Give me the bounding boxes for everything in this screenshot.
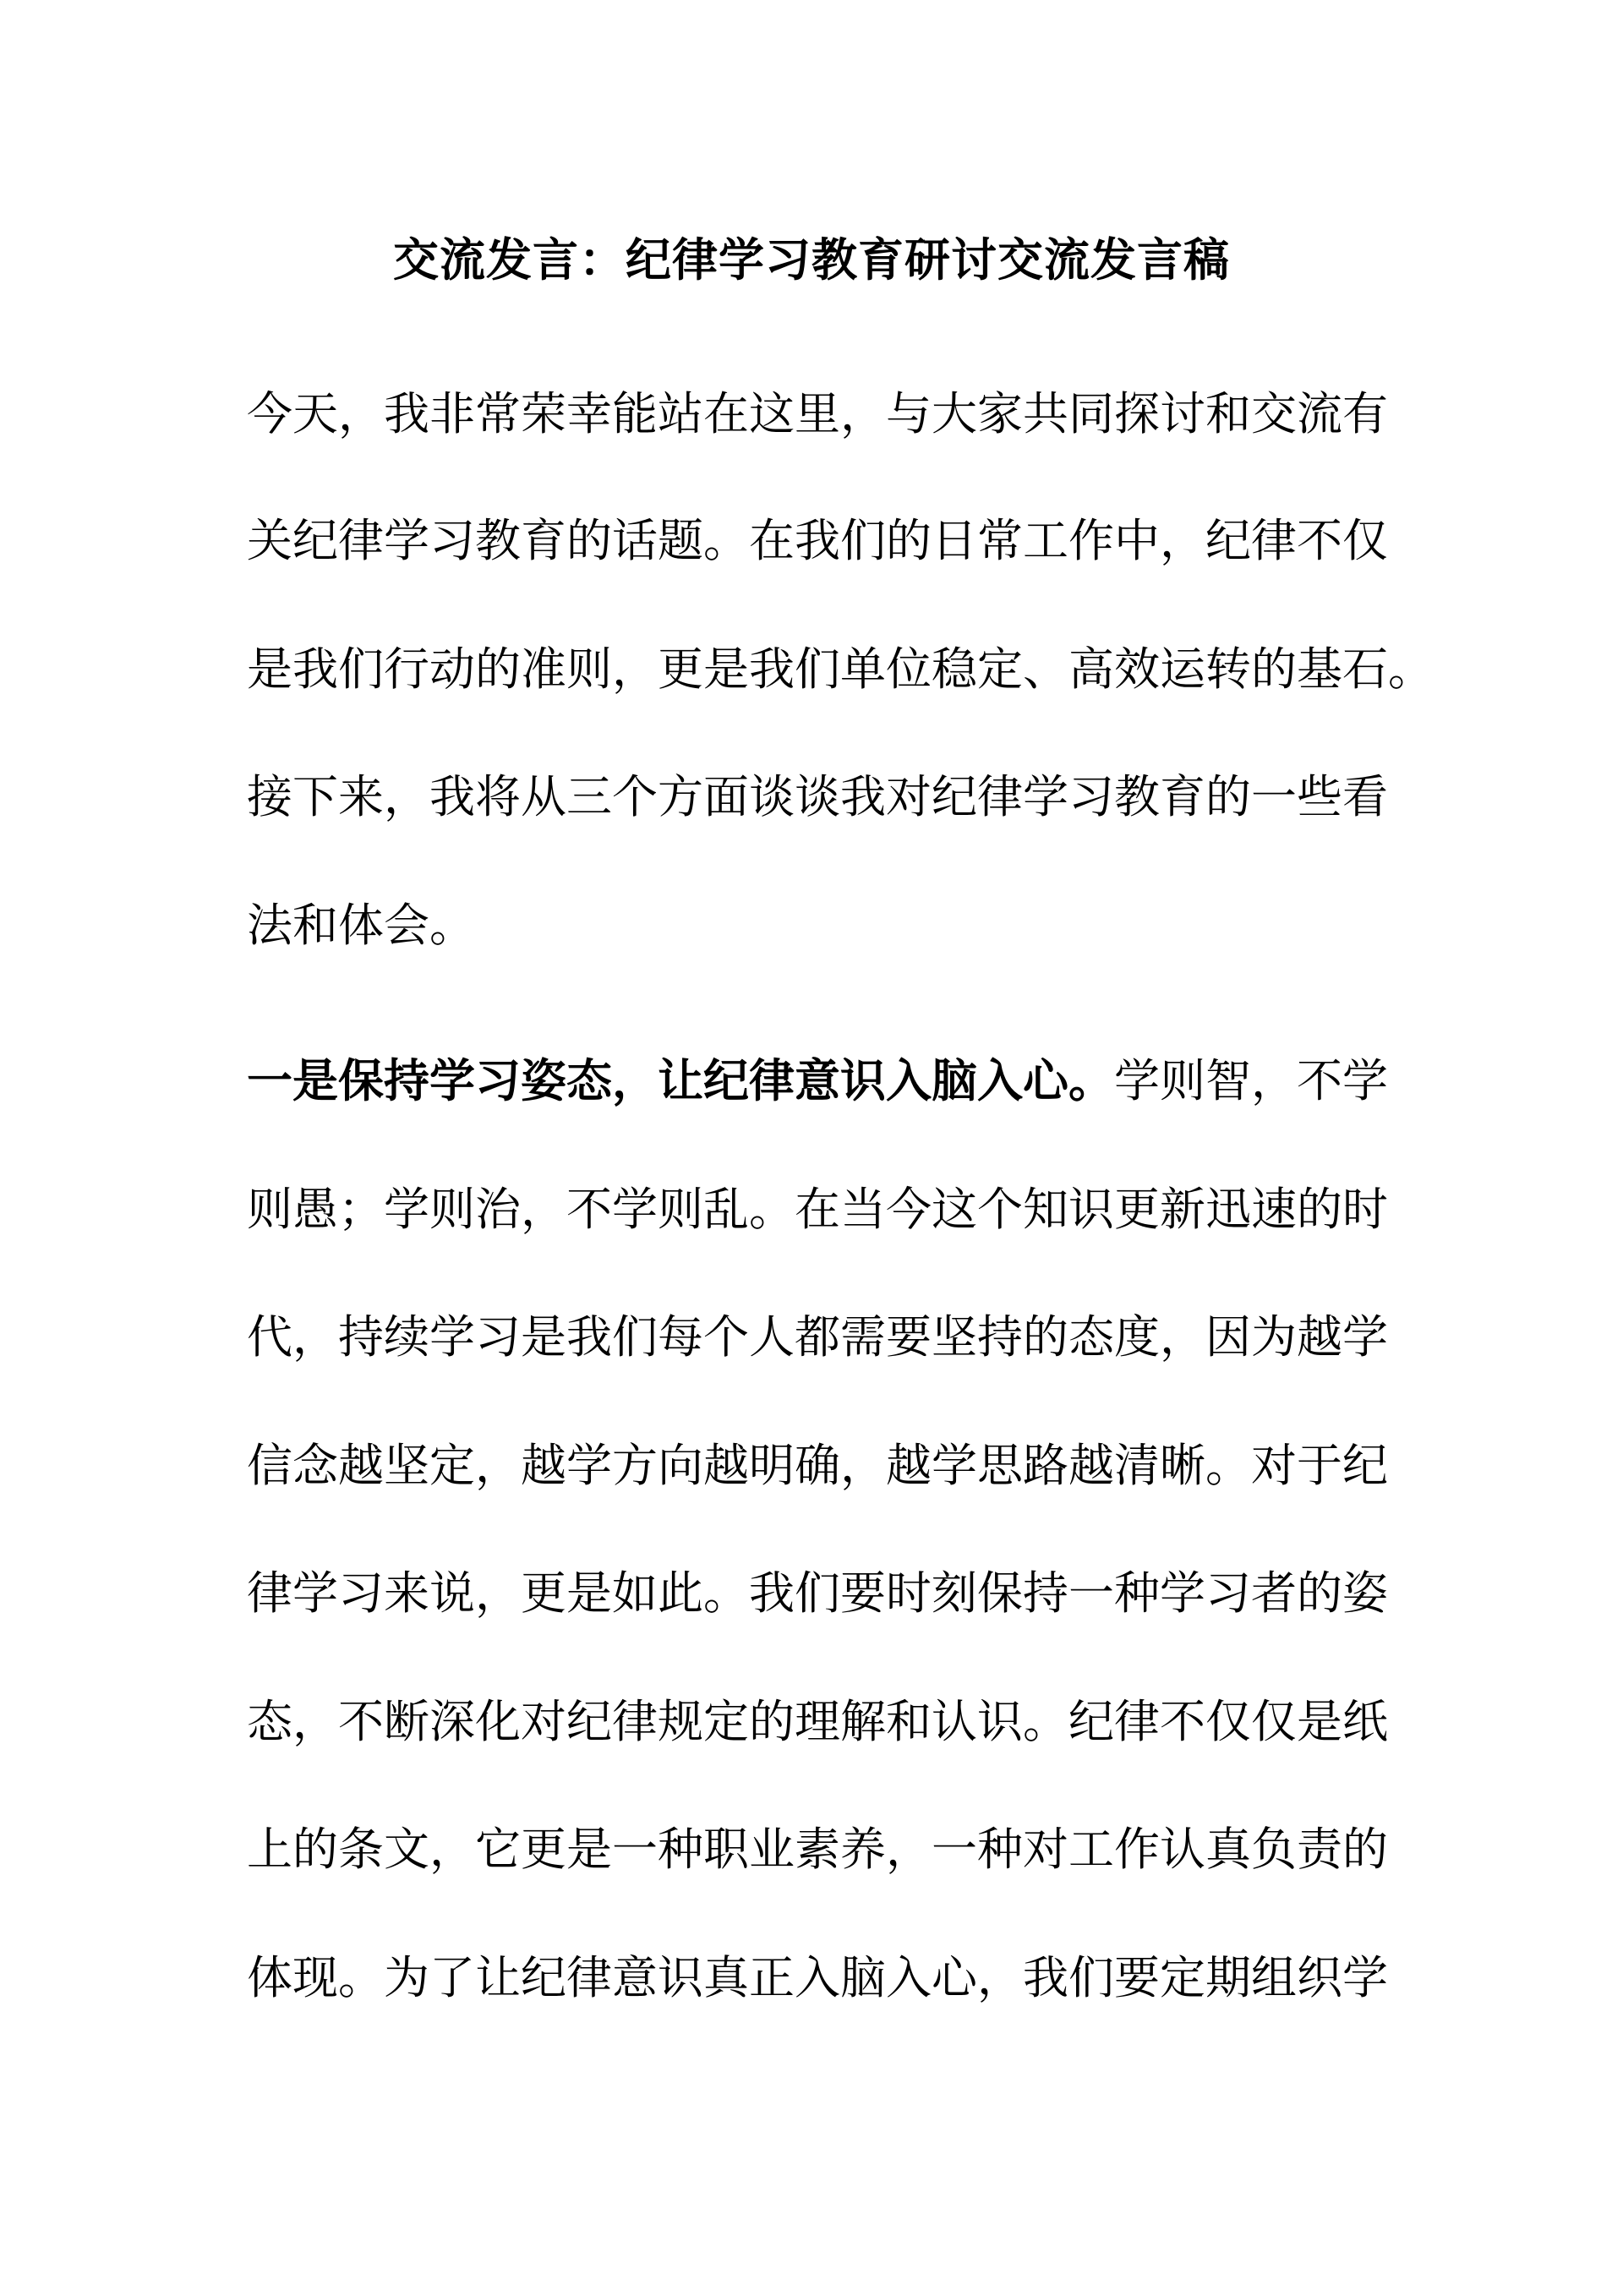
section-one-first-line-text: 学则智，不学 [1114,1054,1388,1107]
section-one-line: 体现。为了让纪律意识真正入脑入心，我们要定期组织学 [247,1951,1388,2004]
section-one-line: 信念越坚定，越学方向越明确，越学思路越清晰。对于纪 [247,1439,1388,1492]
document-title: 交流发言：纪律学习教育研讨交流发言稿 [393,233,1230,287]
intro-line: 今天，我非常荣幸能站在这里，与大家共同探讨和交流有 [247,387,1388,440]
intro-line: 接下来，我将从三个方面谈谈我对纪律学习教育的一些看 [247,770,1388,823]
section-one-line: 代，持续学习是我们每个人都需要坚持的态度，因为越学 [247,1310,1388,1364]
section-one-line: 态，不断深化对纪律规定的理解和认识。纪律不仅仅是纸 [247,1695,1388,1748]
section-one-line: 上的条文，它更是一种职业素养，一种对工作认真负责的 [247,1823,1388,1876]
section-one-heading: 一是保持学习姿态，让纪律意识入脑入心。 [247,1054,1114,1107]
section-one-line: 则愚；学则治，不学则乱。在当今这个知识更新迅速的时 [247,1183,1388,1236]
intro-line: 法和体会。 [247,899,475,952]
intro-line: 是我们行动的准则，更是我们单位稳定、高效运转的基石。 [247,642,1434,696]
section-one-line: 律学习来说，更是如此。我们要时刻保持一种学习者的姿 [247,1566,1388,1620]
intro-line: 关纪律学习教育的话题。在我们的日常工作中，纪律不仅 [247,514,1388,567]
section-one-first-line [247,1047,1388,1115]
